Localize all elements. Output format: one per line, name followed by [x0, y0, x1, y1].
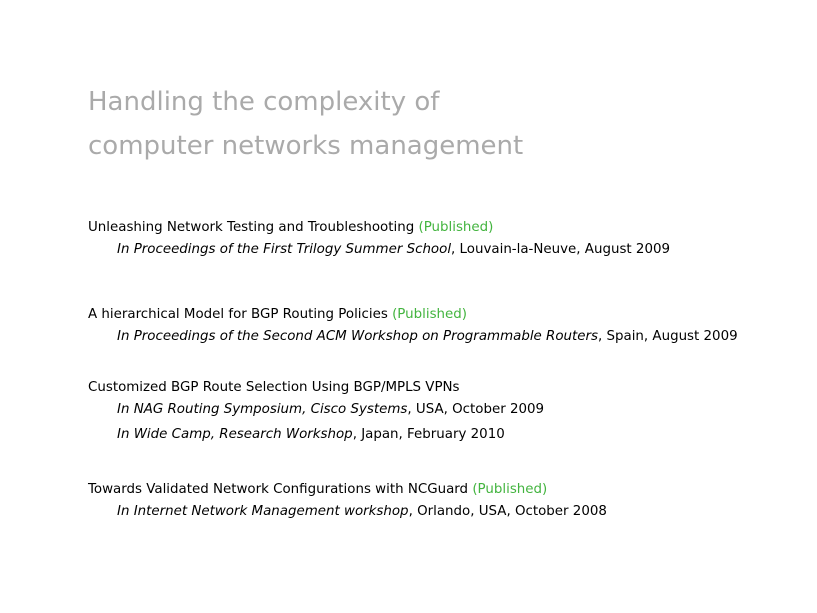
publication-status: (Published): [472, 482, 548, 497]
venue-name: In Proceedings of the Second ACM Workshop on Programmable Routers: [117, 329, 598, 344]
publication-venue: [117, 501, 607, 523]
page-title-line-2: computer networks management: [88, 131, 524, 161]
page-title-line-1: Handling the complexity of: [88, 87, 440, 117]
publication-venue: [117, 326, 738, 348]
page-title: [88, 80, 523, 168]
publication-venue: [117, 424, 544, 446]
publication-entry: [88, 217, 671, 261]
venue-details: , Orlando, USA, October 2008: [408, 504, 607, 519]
publication-title: Towards Validated Network Configurations with NCGuard: [88, 482, 469, 497]
publication-title: Unleashing Network Testing and Troubleshooting: [88, 220, 415, 235]
venue-details: , Louvain-la-Neuve, August 2009: [451, 242, 671, 257]
publication-entry: [88, 377, 545, 446]
publication-entry: [88, 479, 607, 523]
publication-status: (Published): [418, 220, 494, 235]
venue-name: In Wide Camp, Research Workshop: [117, 427, 353, 442]
venue-details: , Japan, February 2010: [352, 427, 505, 442]
venue-details: , Spain, August 2009: [597, 329, 738, 344]
publication-entry: [88, 304, 738, 348]
publication-venue: [117, 399, 544, 421]
venue-name: In Internet Network Management workshop: [117, 504, 409, 519]
publication-title: A hierarchical Model for BGP Routing Policies: [88, 307, 388, 322]
publication-title: Customized BGP Route Selection Using BGP/MPLS VPNs: [88, 380, 460, 395]
venue-details: , USA, October 2009: [407, 402, 545, 417]
venue-name: In Proceedings of the First Trilogy Summer School: [117, 242, 452, 257]
venue-name: In NAG Routing Symposium, Cisco Systems: [117, 402, 408, 417]
publication-status: (Published): [392, 307, 467, 322]
publication-venue: [117, 239, 670, 261]
